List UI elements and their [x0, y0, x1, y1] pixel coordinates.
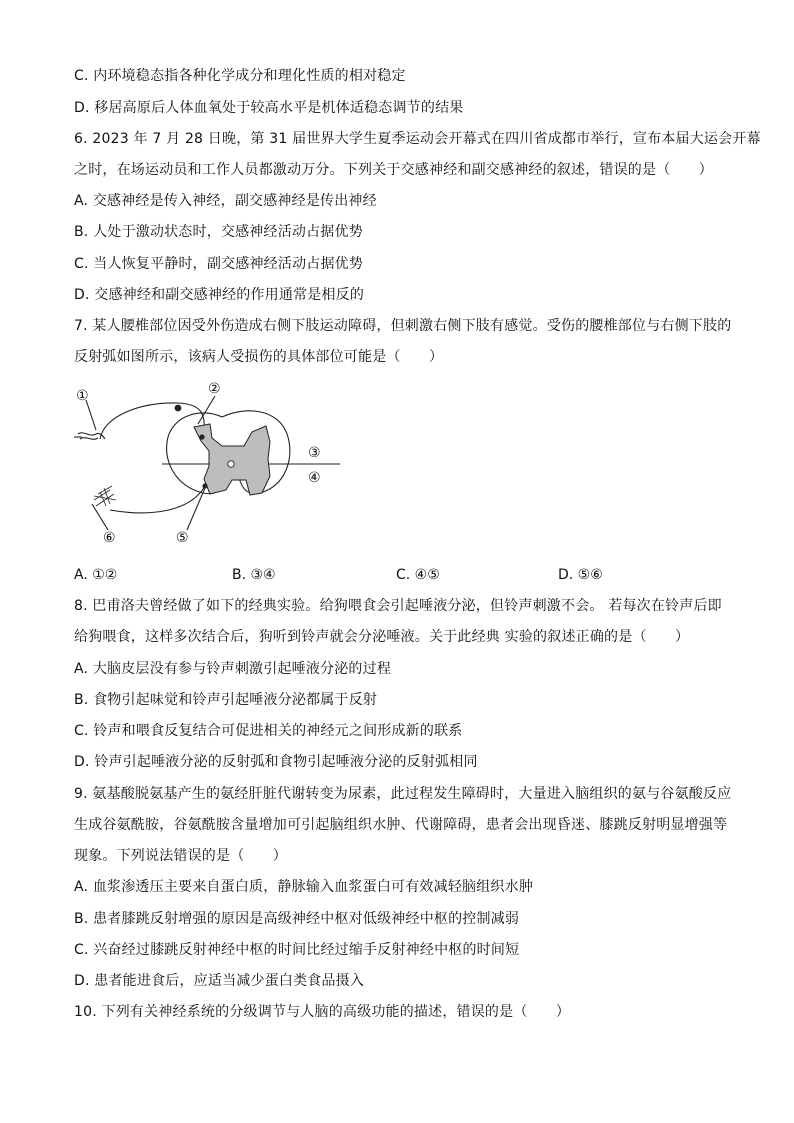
- q8-option-a: A. 大脑皮层没有参与铃声刺激引起唾液分泌的过程: [74, 661, 392, 677]
- line-q5c: C. 内环境稳态指各种化学成分和理化性质的相对稳定: [74, 68, 406, 84]
- question-9-stem-cont: 生成谷氨酰胺，谷氨酰胺含量增加可引起脑组织水肿、代谢障碍，患者会出现昏迷、膝跳反射明显增强等: [74, 817, 728, 833]
- label-4: ④: [308, 470, 321, 486]
- question-8-stem: 8. 巴甫洛夫曾经做了如下的经典实验。给狗喂食会引起唾液分泌，但铃声刺激不会。 若每次在铃声后即: [74, 598, 722, 614]
- question-9-stem-end: 现象。下列说法错误的是（ ）: [74, 848, 287, 864]
- q8-option-d: D. 铃声引起唾液分泌的反射弧和食物引起唾液分泌的反射弧相同: [74, 754, 478, 770]
- q6-option-b: B. 人处于激动状态时，交感神经活动占据优势: [74, 224, 363, 240]
- label-5: ⑤: [176, 530, 189, 546]
- q9-option-d: D. 患者能进食后，应适当减少蛋白类食品摄入: [74, 973, 365, 989]
- question-7-stem-cont: 反射弧如图所示，该病人受损伤的具体部位可能是（ ）: [74, 349, 444, 365]
- question-8-stem-cont: 给狗喂食，这样多次结合后，狗听到铃声就会分泌唾液。关于此经典 实验的叙述正确的是（ ）: [74, 629, 690, 645]
- line-q5d: D. 移居高原后人体血氧处于较高水平是机体适稳态调节的结果: [74, 100, 464, 116]
- q9-option-c: C. 兴奋经过膝跳反射神经中枢的时间比经过缩手反射神经中枢的时间短: [74, 942, 520, 958]
- label-3: ③: [308, 445, 321, 461]
- q7-options-row: [74, 566, 734, 586]
- q8-option-b: B. 食物引起味觉和铃声引起唾液分泌都属于反射: [74, 692, 378, 708]
- question-10-stem: 10. 下列有关神经系统的分级调节与人脑的高级功能的描述，错误的是（ ）: [74, 1004, 571, 1020]
- question-9-stem: 9. 氨基酸脱氨基产生的氨经肝脏代谢转变为尿素，此过程发生障碍时，大量进入脑组织的氨与谷氨酸反应: [74, 786, 732, 802]
- label-2: ②: [208, 382, 221, 397]
- question-6-stem-cont: 之时，在场运动员和工作人员都激动万分。下列关于交感神经和副交感神经的叙述，错误的是（ ）: [74, 162, 713, 178]
- q9-option-a: A. 血浆渗透压主要来自蛋白质，静脉输入血浆蛋白可有效减轻脑组织水肿: [74, 879, 534, 895]
- q8-option-c: C. 铃声和喂食反复结合可促进相关的神经元之间形成新的联系: [74, 723, 463, 739]
- label-6: ⑥: [103, 530, 116, 546]
- q7-option-c: C. ④⑤: [396, 567, 440, 583]
- q9-option-b: B. 患者膝跳反射增强的原因是高级神经中枢对低级神经中枢的控制减弱: [74, 911, 520, 927]
- q7-option-b: B. ③④: [232, 567, 276, 583]
- question-7-stem: 7. 某人腰椎部位因受外伤造成右侧下肢运动障碍，但刺激右侧下肢有感觉。受伤的腰椎部位与右侧下肢的: [74, 318, 732, 334]
- reflex-arc-figure: [70, 382, 360, 554]
- question-6-stem: 6. 2023 年 7 月 28 日晚，第 31 届世界大学生夏季运动会开幕式在四川省成都市举行，宣布本届大运会开幕: [74, 131, 761, 147]
- q6-option-d: D. 交感神经和副交感神经的作用通常是相反的: [74, 287, 365, 303]
- q6-option-c: C. 当人恢复平静时，副交感神经活动占据优势: [74, 256, 364, 272]
- label-1: ①: [76, 388, 89, 404]
- q6-option-a: A. 交感神经是传入神经，副交感神经是传出神经: [74, 193, 377, 209]
- q7-option-d: D. ⑤⑥: [558, 567, 603, 583]
- q7-option-a: A. ①②: [74, 567, 118, 583]
